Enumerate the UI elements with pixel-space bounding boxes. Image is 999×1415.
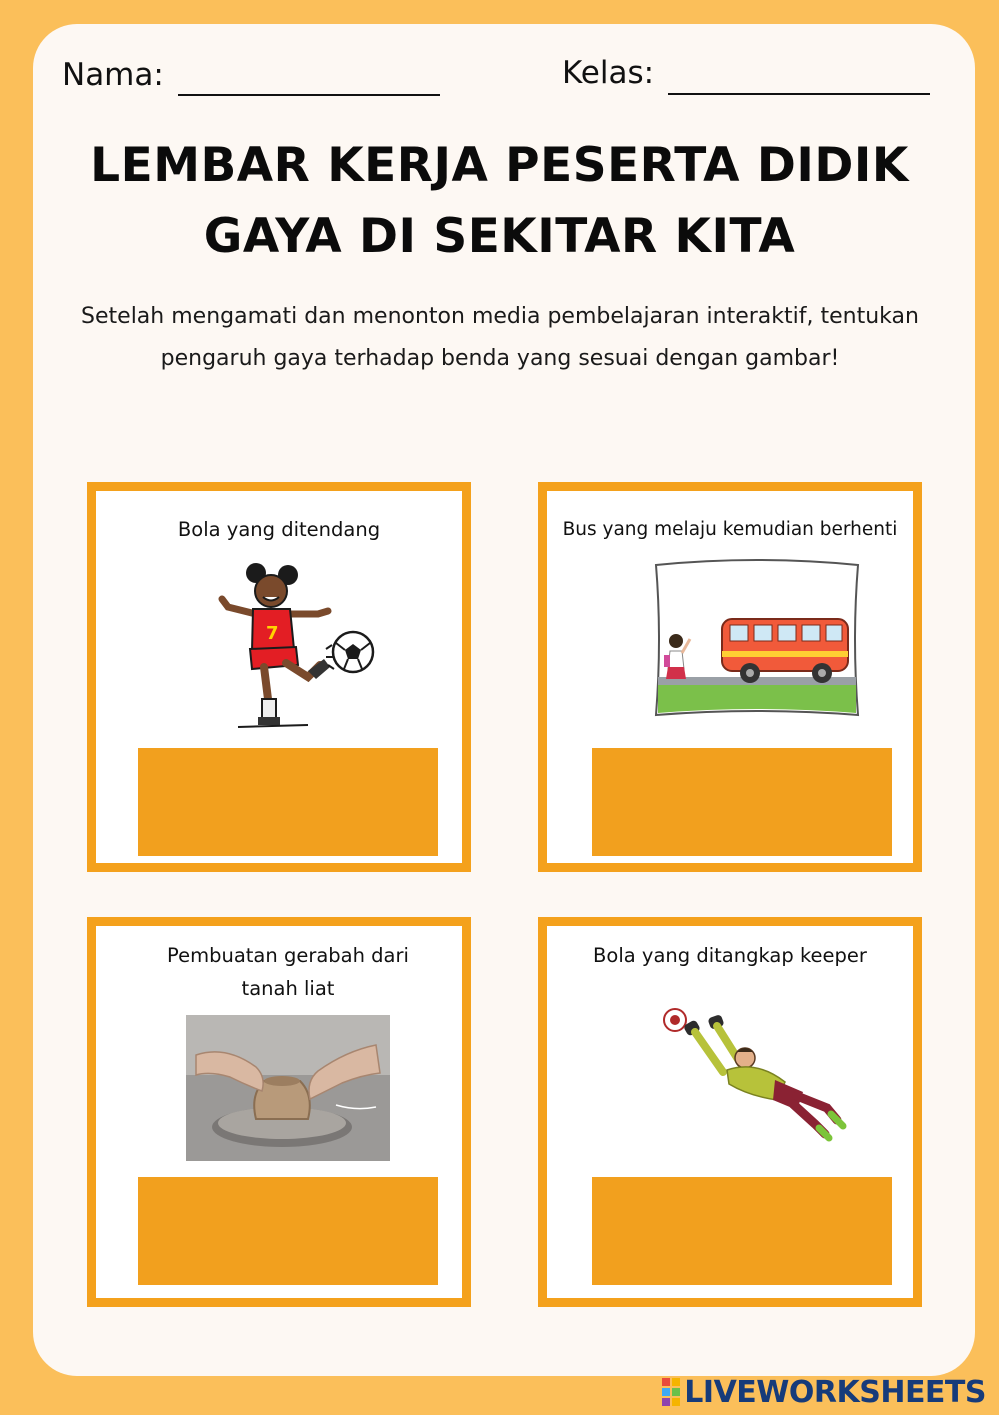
card-pottery [87, 917, 471, 1307]
class-label: Kelas: [562, 55, 655, 91]
card-bus-stopping [538, 482, 922, 872]
card-label: Pembuatan gerabah dari tanah liat [167, 944, 409, 1000]
bus-stopping-icon [646, 559, 868, 721]
footer-brand [662, 1375, 986, 1409]
goalkeeper-icon [657, 1000, 847, 1142]
answer-box-1[interactable] [138, 748, 438, 856]
answer-box-3[interactable] [138, 1177, 438, 1285]
page-subtitle: GAYA DI SEKITAR KITA [203, 209, 796, 264]
answer-box-2[interactable] [592, 748, 892, 856]
answer-box-4[interactable] [592, 1177, 892, 1285]
girl-kicking-ball-icon [208, 559, 378, 729]
brand-text[interactable]: LIVEWORKSHEETS [684, 1374, 986, 1410]
instruction-text: Setelah mengamati dan menonton media pembelajaran interaktif, tentukan pengaruh gaya terhadap benda yang sesuai dengan gambar! [81, 304, 919, 371]
name-field[interactable] [178, 94, 440, 96]
class-field[interactable] [668, 93, 930, 95]
card-label: Bus yang melaju kemudian berhenti [562, 519, 898, 540]
card-kicked-ball [87, 482, 471, 872]
name-label: Nama: [62, 57, 164, 93]
pottery-making-icon [186, 1015, 390, 1161]
card-goalkeeper [538, 917, 922, 1307]
liveworksheets-logo-icon [662, 1378, 680, 1406]
card-label: Bola yang ditangkap keeper [593, 944, 867, 967]
svg-text:7: 7 [266, 623, 279, 644]
page-title: LEMBAR KERJA PESERTA DIDIK [90, 138, 909, 193]
card-label: Bola yang ditendang [177, 518, 381, 541]
